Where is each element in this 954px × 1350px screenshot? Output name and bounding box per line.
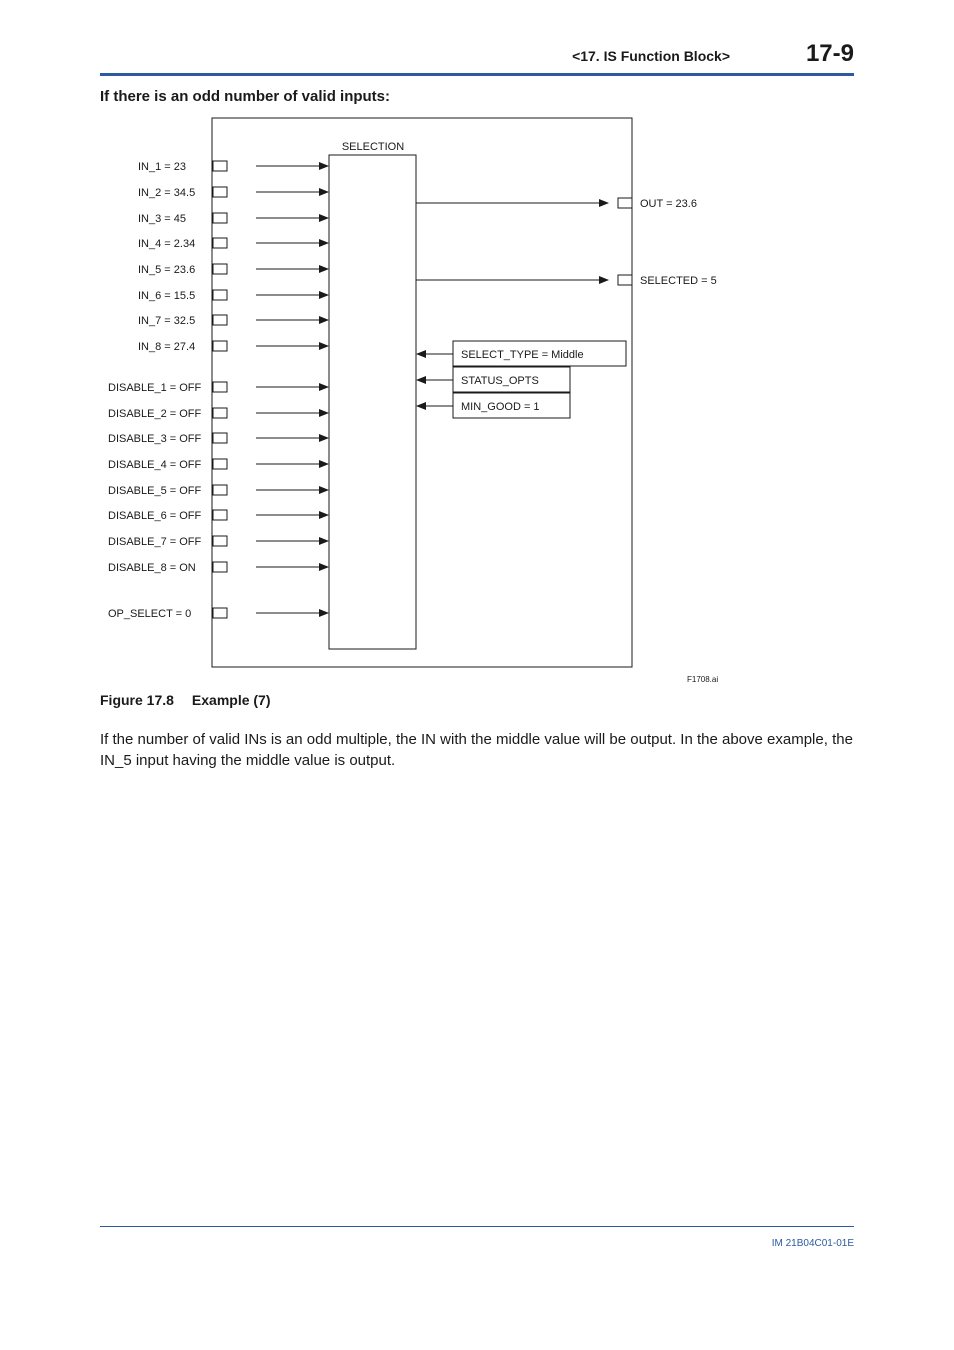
input-port	[138, 264, 328, 276]
input-terminal	[213, 290, 227, 300]
input-terminal	[213, 562, 227, 572]
input-label: IN_8 = 27.4	[138, 341, 196, 353]
footer-rule	[100, 1226, 854, 1227]
input-terminal	[213, 187, 227, 197]
input-port	[108, 536, 328, 548]
output-label: OUT = 23.6	[640, 198, 697, 210]
input-terminal	[213, 382, 227, 392]
parameter-label: SELECT_TYPE = Middle	[461, 349, 584, 361]
input-label: IN_4 = 2.34	[138, 238, 196, 250]
parameter-box	[417, 393, 570, 418]
selection-block-title: SELECTION	[341, 141, 405, 153]
input-label: DISABLE_8 = ON	[108, 562, 196, 574]
input-terminal	[213, 485, 227, 495]
input-terminal	[213, 459, 227, 469]
input-port	[108, 459, 328, 471]
output-label: SELECTED = 5	[640, 275, 717, 287]
parameter-box	[417, 341, 626, 366]
figure-number: Figure 17.8	[100, 692, 174, 708]
input-terminal	[213, 608, 227, 618]
input-label: DISABLE_3 = OFF	[108, 433, 202, 445]
input-label: IN_6 = 15.5	[138, 290, 196, 302]
input-port	[138, 315, 328, 327]
input-label: DISABLE_2 = OFF	[108, 408, 202, 420]
input-label: DISABLE_7 = OFF	[108, 536, 202, 548]
input-terminal	[213, 408, 227, 418]
document-id: IM 21B04C01-01E	[771, 1238, 854, 1249]
input-label: DISABLE_4 = OFF	[108, 459, 202, 471]
input-port	[138, 290, 328, 302]
input-port	[138, 213, 328, 225]
page-number: 17-9	[805, 40, 854, 67]
figure-file-label: F1708.ai	[687, 675, 719, 684]
input-ports	[108, 161, 328, 620]
output-port	[416, 275, 717, 287]
input-label: IN_7 = 32.5	[138, 315, 196, 327]
input-port	[108, 510, 328, 522]
input-port	[108, 562, 328, 574]
output-ports	[416, 198, 717, 287]
input-terminal	[213, 433, 227, 443]
input-port	[108, 485, 328, 497]
input-label: IN_5 = 23.6	[138, 264, 196, 276]
input-port	[108, 382, 328, 394]
output-port	[416, 198, 697, 210]
input-label: IN_3 = 45	[138, 213, 187, 225]
input-terminal	[213, 161, 227, 171]
header-chapter: <17. IS Function Block>	[572, 48, 730, 64]
figure-caption	[100, 692, 271, 708]
input-port	[108, 433, 328, 445]
input-label: IN_2 = 34.5	[138, 187, 196, 199]
body-paragraph: If the number of valid INs is an odd multiple, the IN with the middle value will be output. In the above example, the IN_5 input having the middle value is output.	[100, 731, 853, 769]
input-port	[108, 408, 328, 420]
selection-block	[329, 155, 416, 649]
output-terminal	[618, 275, 632, 285]
parameter-boxes	[417, 341, 626, 418]
input-label: IN_1 = 23	[138, 161, 187, 173]
figure-title: Example (7)	[191, 692, 271, 708]
input-terminal	[213, 238, 227, 248]
parameter-box	[417, 367, 570, 392]
input-port	[138, 161, 328, 173]
input-label: DISABLE_5 = OFF	[108, 485, 202, 497]
output-terminal	[618, 198, 632, 208]
input-port	[138, 238, 328, 250]
parameter-label: MIN_GOOD = 1	[461, 401, 540, 413]
input-terminal	[213, 213, 227, 223]
section-heading: If there is an odd number of valid inputs:	[100, 88, 391, 105]
input-port	[138, 187, 328, 199]
input-label: OP_SELECT = 0	[108, 608, 192, 620]
input-port	[108, 608, 328, 620]
input-terminal	[213, 315, 227, 325]
input-terminal	[213, 264, 227, 274]
input-port	[138, 341, 328, 353]
input-label: DISABLE_1 = OFF	[108, 382, 202, 394]
input-terminal	[213, 536, 227, 546]
input-terminal	[213, 341, 227, 351]
input-label: DISABLE_6 = OFF	[108, 510, 202, 522]
parameter-label: STATUS_OPTS	[461, 375, 539, 387]
input-terminal	[213, 510, 227, 520]
